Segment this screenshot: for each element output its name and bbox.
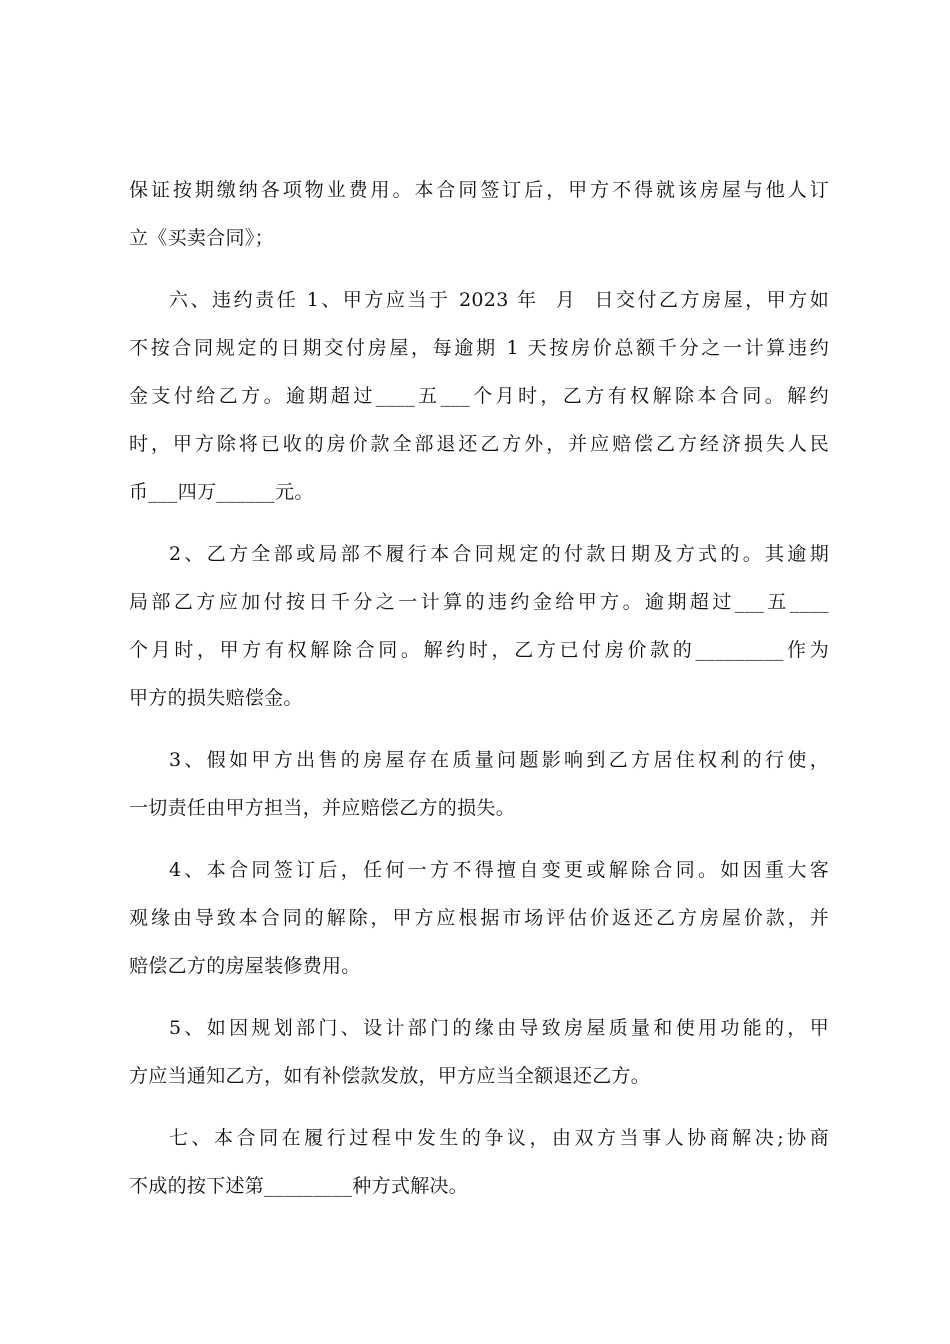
paragraph-0-line-0: 保证按期缴纳各项物业费用。本合同签订后，甲方不得就该房屋与他人订 <box>129 179 829 201</box>
paragraph-6-line-1: 不成的按下述第_________种方式解决。 <box>129 1175 469 1197</box>
paragraph-6-line-0: 七、本合同在履行过程中发生的争议，由双方当事人协商解决;协商 <box>169 1127 829 1149</box>
paragraph-1-line-2: 金支付给乙方。逾期超过____五___个月时，乙方有权解除本合同。解约 <box>129 385 829 407</box>
paragraph-2-line-0: 2、乙方全部或局部不履行本合同规定的付款日期及方式的。其逾期 <box>169 543 829 565</box>
paragraph-0-line-1: 立《买卖合同》； <box>129 227 274 249</box>
paragraph-1-line-1: 不按合同规定的日期交付房屋，每逾期 1 天按房价总额千分之一计算违约 <box>129 337 829 359</box>
paragraph-2-line-3: 甲方的损失赔偿金。 <box>129 687 303 709</box>
paragraph-4-line-1: 观缘由导致本合同的解除，甲方应根据市场评估价返还乙方房屋价款，并 <box>129 907 829 929</box>
paragraph-5-line-1: 方应当通知乙方，如有补偿款发放，甲方应当全额退还乙方。 <box>129 1065 651 1087</box>
paragraph-3-line-0: 3、假如甲方出售的房屋存在质量问题影响到乙方居住权利的行使， <box>169 749 829 771</box>
paragraph-1-line-0: 六、违约责任 1、甲方应当于 2023 年 月 日交付乙方房屋，甲方如 <box>169 289 829 311</box>
paragraph-1-line-3: 时，甲方除将已收的房价款全部退还乙方外，并应赔偿乙方经济损失人民 <box>129 433 829 455</box>
paragraph-4-line-2: 赔偿乙方的房屋装修费用。 <box>129 955 361 977</box>
paragraph-2-line-1: 局部乙方应加付按日千分之一计算的违约金给甲方。逾期超过___五____ <box>129 591 829 613</box>
contract-text-body <box>129 166 829 1210</box>
paragraph-2-line-2: 个月时，甲方有权解除合同。解约时，乙方已付房价款的_________作为 <box>129 639 829 661</box>
paragraph-3-line-1: 一切责任由甲方担当，并应赔偿乙方的损失。 <box>129 797 516 819</box>
paragraph-1-line-4: 币___四万______元。 <box>129 481 314 503</box>
paragraph-4-line-0: 4、本合同签订后，任何一方不得擅自变更或解除合同。如因重大客 <box>169 859 829 881</box>
paragraph-5-line-0: 5、如因规划部门、设计部门的缘由导致房屋质量和使用功能的，甲 <box>169 1017 829 1039</box>
